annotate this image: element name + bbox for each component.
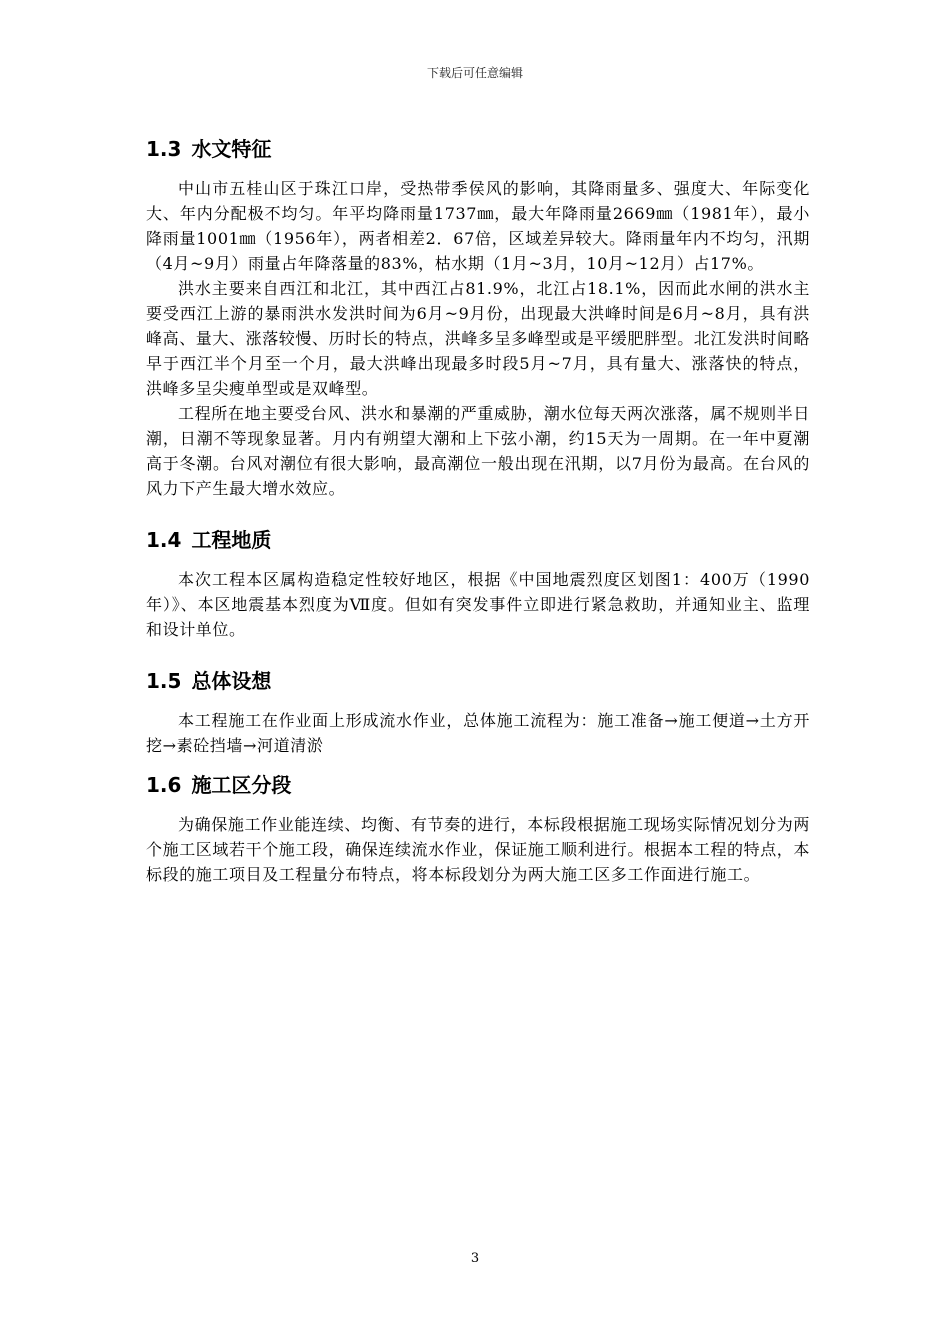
section-title: 总体设想 [191,669,272,693]
page-number: 3 [470,1251,480,1266]
section-title: 工程地质 [191,528,272,552]
section-number: 1.3 [146,137,182,161]
paragraph-overall-plan: 本工程施工在作业面上形成流水作业，总体施工流程为：施工准备→施工便道→土方开挖→素砼挡墙→河道清淤 [146,711,810,755]
paragraph-geology: 本次工程本区属构造稳定性较好地区，根据《中国地震烈度区划图1：400万（1990年）》、本区地震基本烈度为Ⅶ度。但如有突发事件立即进行紧急救助，并通知业主、监理和设计单位。 [146,570,810,639]
section-number: 1.6 [146,773,182,797]
document-body [146,134,810,887]
paragraph-zoning: 为确保施工作业能连续、均衡、有节奏的进行，本标段根据施工现场实际情况划分为两个施工区域若干个施工段，确保连续流水作业，保证施工顺利进行。根据本工程的特点，本标段的施工项目及工程量分布特点，将本标段划分为两大施工区多工作面进行施工。 [146,815,811,884]
paragraph-flood: 洪水主要来自西江和北江，其中西江占81.9%，北江占18.1%，因而此水闸的洪水主要受西江上游的暴雨洪水发洪时间为6月~9月份，出现最大洪峰时间是6月~8月，具有洪峰高、量大、涨落较慢、历时长的特点，洪峰多呈多峰型或是平缓肥胖型。北江发洪时间略早于西江半个月至一个月，最大洪峰出现最多时段5月~7月，具有量大、涨落快的特点，洪峰多呈尖瘦单型或是双峰型。 [146,279,811,398]
section-heading-1-4 [146,525,810,555]
paragraph-rainfall: 中山市五桂山区于珠江口岸，受热带季侯风的影响，其降雨量多、强度大、年际变化大、年内分配极不均匀。年平均降雨量1737㎜，最大年降雨量2669㎜（1981年），最小降雨量1001㎜（1956年），两者相差2．67倍，区域差异较大。降雨量年内不均匀，汛期（4月~9月）雨量占年降落量的83%，枯水期（1月~3月，10月~12月）占17%。 [146,179,810,273]
section-heading-1-6 [146,770,810,800]
paragraph-tide: 工程所在地主要受台风、洪水和暴潮的严重威胁，潮水位每天两次涨落，属不规则半日潮，日潮不等现象显著。月内有朔望大潮和上下弦小潮，约15天为一周期。在一年中夏潮高于冬潮。台风对潮位有很大影响，最高潮位一般出现在汛期，以7月份为最高。在台风的风力下产生最大增水效应。 [146,404,810,498]
section-heading-1-5 [146,666,810,696]
section-number: 1.4 [146,528,182,552]
section-number: 1.5 [146,669,182,693]
page-header: 下载后可任意编辑 [426,66,523,80]
section-heading-1-3 [146,134,810,164]
section-title: 施工区分段 [191,773,292,797]
section-title: 水文特征 [191,137,272,161]
